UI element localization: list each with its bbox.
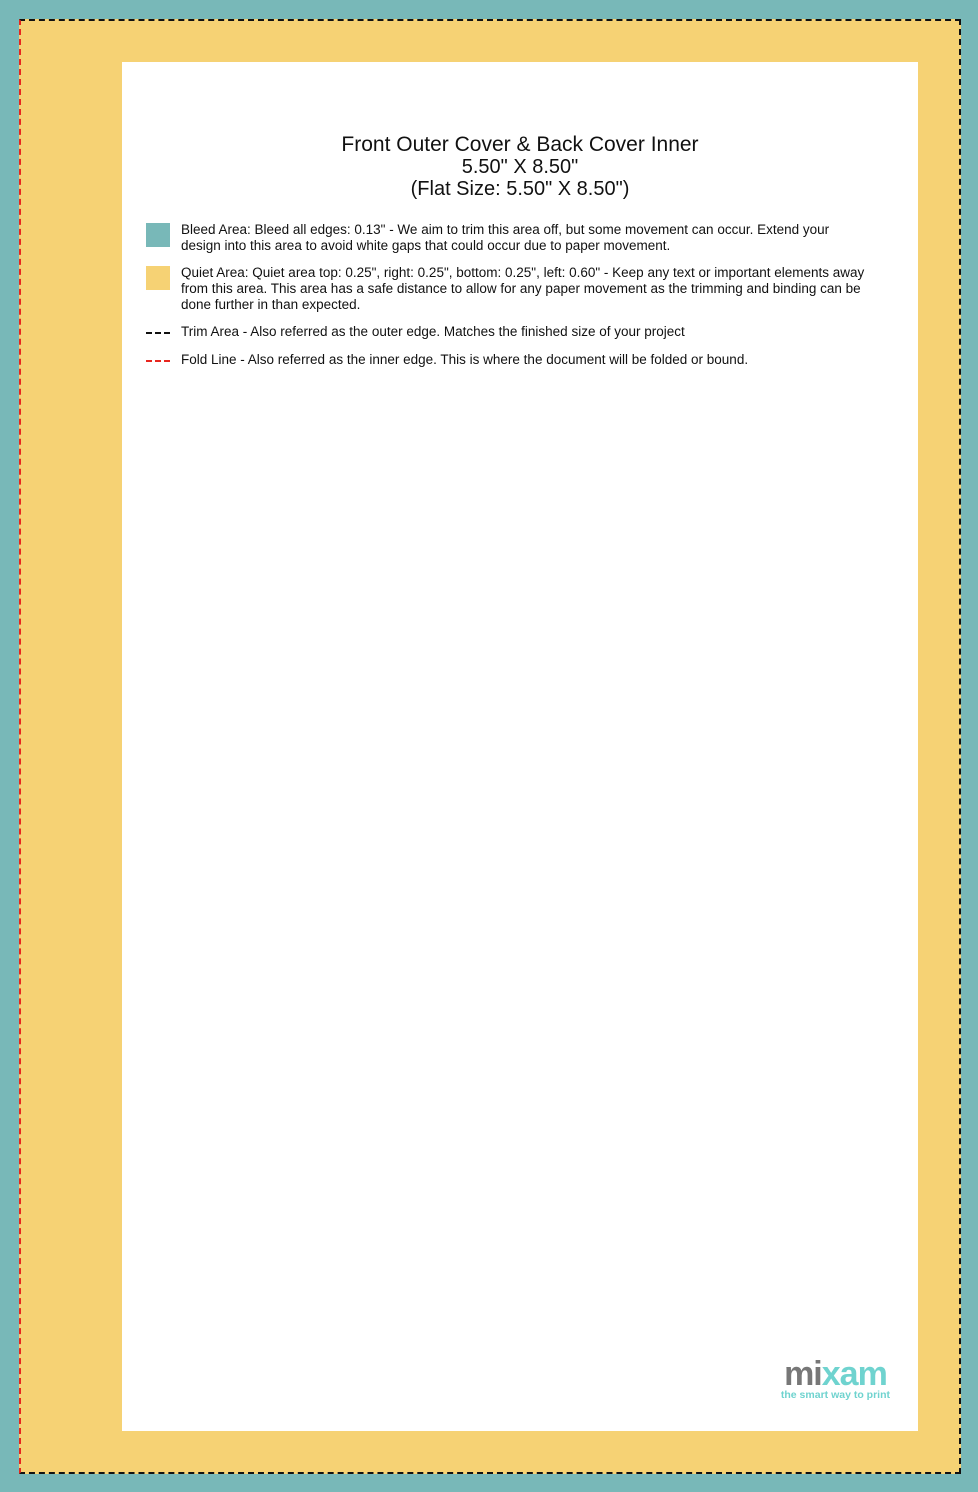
legend: [146, 222, 866, 380]
title-size: 5.50" X 8.50": [461, 156, 579, 178]
legend-item-bleed: [146, 222, 866, 254]
mixam-logo: [780, 1355, 890, 1401]
legend-item-trim: [146, 324, 866, 340]
page-title: [122, 134, 918, 200]
legend-item-quiet: [146, 265, 866, 313]
logo-tagline: the smart way to print: [780, 1389, 890, 1401]
safe-area-page: [122, 62, 918, 1431]
legend-text: Quiet Area: Quiet area top: 0.25", right: 0.25", bottom: 0.25", left: 0.60" - Keep any text or important elements away from this area. This area has a safe distance to allow for any paper movement as the trimming and binding can be done further in than expected.: [181, 265, 865, 312]
legend-text: Fold Line - Also referred as the inner edge. This is where the document will be folded or bound.: [181, 352, 749, 367]
fold-line-icon: [146, 360, 170, 362]
legend-text: Bleed Area: Bleed all edges: 0.13" - We aim to trim this area off, but some movement can occur. Extend your design into this area to avoid white gaps that could occur due to paper movement.: [181, 222, 830, 253]
quiet-swatch-icon: [146, 266, 170, 290]
bleed-swatch-icon: [146, 223, 170, 247]
title-flat-size: (Flat Size: 5.50" X 8.50"): [410, 178, 630, 200]
legend-text: Trim Area - Also referred as the outer edge. Matches the finished size of your project: [181, 324, 685, 339]
logo-text: am: [839, 1355, 887, 1393]
logo-text: x: [821, 1355, 840, 1393]
legend-item-fold: [146, 352, 866, 368]
title-line-1: Front Outer Cover & Back Cover Inner: [341, 133, 699, 156]
logo-text: mi: [784, 1355, 822, 1393]
trim-line-icon: [146, 332, 170, 334]
